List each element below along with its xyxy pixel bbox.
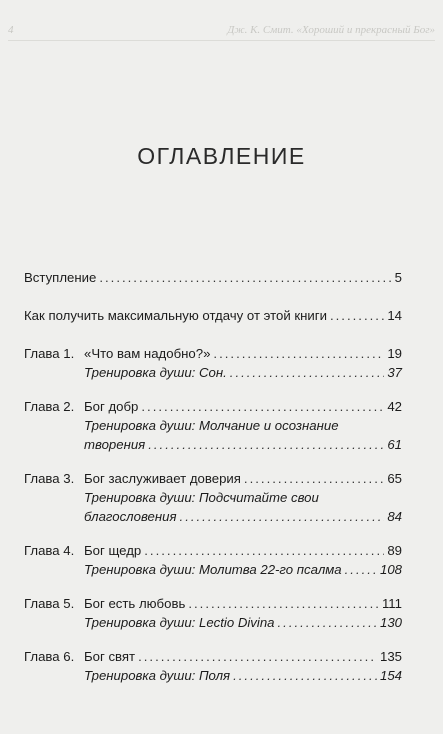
dot-leader (138, 647, 377, 666)
toc-entry-training-4[interactable] (24, 560, 402, 579)
dot-leader (345, 560, 377, 579)
dot-leader (99, 268, 391, 287)
toc-entry-label: Вступление (24, 270, 97, 285)
toc-entry-chapter-1[interactable] (24, 344, 402, 363)
toc-entry-training-3[interactable] (24, 507, 402, 526)
toc-page-number: 130 (379, 615, 402, 630)
header-running-title: Дж. К. Смит. «Хороший и прекрасный Бог» (227, 24, 435, 36)
training-label: творения (84, 437, 146, 452)
chapter-number: Глава 1. (24, 346, 75, 361)
toc-entry-label: Как получить максимальную отдачу от этой книги (24, 308, 327, 323)
toc-entry-chapter-2[interactable] (24, 397, 402, 416)
dot-leader (244, 469, 384, 488)
toc-page-number: 135 (379, 649, 402, 664)
chapter-title: Бог есть любовь (84, 596, 186, 611)
toc-page-number: 154 (379, 668, 402, 683)
training-label: благословения (84, 509, 177, 524)
dot-leader (230, 363, 385, 382)
chapter-title: Бог добр (84, 399, 139, 414)
toc-page-number: 108 (379, 562, 402, 577)
toc-entry-training-6[interactable] (24, 666, 402, 685)
bleed-through-header (8, 24, 435, 41)
toc-page-number: 111 (381, 596, 402, 611)
toc-page-number: 89 (387, 543, 402, 558)
toc-page-number: 5 (394, 270, 402, 285)
toc-entry-training-3-line1[interactable]: Тренировка души: Подсчитайте свои (84, 490, 319, 505)
toc-entry-training-2[interactable] (24, 435, 402, 454)
dot-leader (213, 344, 384, 363)
header-page-number: 4 (8, 24, 14, 36)
toc-page-number: 61 (387, 437, 402, 452)
dot-leader (180, 507, 385, 526)
training-label: Тренировка души: Lectio Divina (84, 615, 275, 630)
chapter-title: Бог заслуживает доверия (84, 471, 241, 486)
toc-entry-training-1[interactable] (24, 363, 402, 382)
toc-entry-chapter-3[interactable] (24, 469, 402, 488)
dot-leader (141, 397, 384, 416)
chapter-number: Глава 5. (24, 596, 75, 611)
toc-page-number: 84 (387, 509, 402, 524)
toc-entry-chapter-4[interactable] (24, 541, 402, 560)
toc-entry-intro[interactable] (24, 268, 402, 287)
chapter-number: Глава 3. (24, 471, 75, 486)
dot-leader (278, 613, 377, 632)
table-of-contents (24, 268, 402, 685)
toc-page-number: 65 (387, 471, 402, 486)
toc-page-number: 14 (387, 308, 402, 323)
chapter-number: Глава 4. (24, 543, 75, 558)
dot-leader (148, 435, 384, 454)
training-label: Тренировка души: Поля (84, 668, 231, 683)
training-label: Тренировка души: Молитва 22-го псалма (84, 562, 342, 577)
toc-entry-chapter-5[interactable] (24, 594, 402, 613)
toc-page-number: 42 (387, 399, 402, 414)
chapter-title: «Что вам надобно?» (84, 346, 211, 361)
dot-leader (233, 666, 377, 685)
toc-entry-howto[interactable] (24, 306, 402, 325)
dot-leader (330, 306, 384, 325)
training-label: Тренировка души: Сон. (84, 365, 227, 380)
toc-entry-training-5[interactable] (24, 613, 402, 632)
toc-entry-chapter-6[interactable] (24, 647, 402, 666)
page-title: ОГЛАВЛЕНИЕ (137, 143, 306, 169)
chapter-number: Глава 6. (24, 649, 75, 664)
toc-entry-training-2-line1[interactable]: Тренировка души: Молчание и осознание (84, 418, 339, 433)
chapter-number: Глава 2. (24, 399, 75, 414)
dot-leader (144, 541, 384, 560)
chapter-title: Бог щедр (84, 543, 142, 558)
toc-page-number: 37 (387, 365, 402, 380)
toc-page-number: 19 (387, 346, 402, 361)
dot-leader (188, 594, 379, 613)
chapter-title: Бог свят (84, 649, 136, 664)
